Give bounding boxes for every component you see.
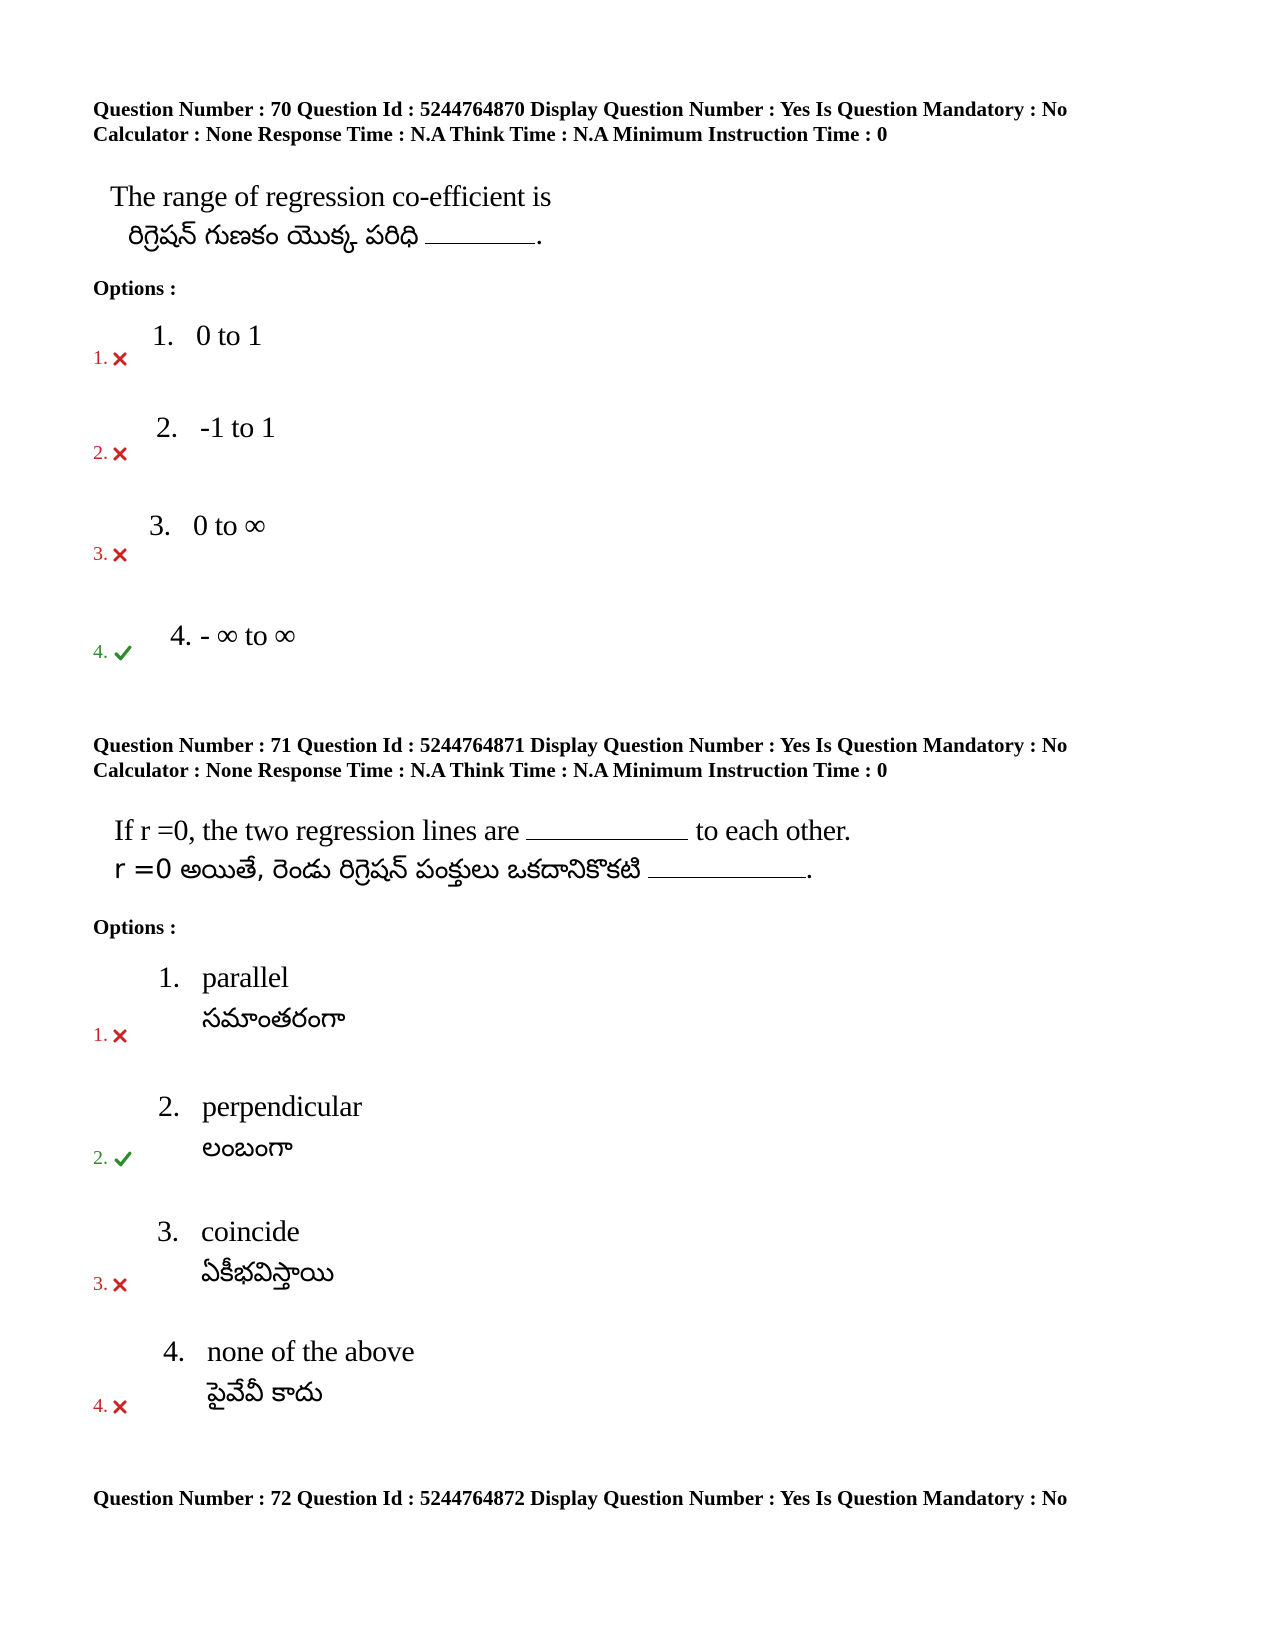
option-text-number: 1. bbox=[152, 319, 174, 352]
check-icon bbox=[112, 644, 134, 662]
option-number: 2. bbox=[93, 1147, 108, 1169]
option-text-number: 1. bbox=[158, 961, 180, 994]
option-text-number: 3. bbox=[157, 1215, 179, 1248]
option-text-number: 4. bbox=[163, 1335, 185, 1368]
question-meta-line2: Calculator : None Response Time : N.A Think Time : N.A Minimum Instruction Time : 0 bbox=[93, 758, 888, 782]
question-text-telugu-line bbox=[110, 216, 551, 255]
options-label: Options : bbox=[93, 915, 177, 939]
question-meta bbox=[93, 97, 1193, 147]
question-text-english-line bbox=[114, 812, 851, 850]
option-text: none of the above bbox=[207, 1335, 415, 1368]
option-2 bbox=[156, 408, 276, 448]
check-icon bbox=[112, 1150, 134, 1168]
option-text-telugu: ఏకీభవిస్తాయి bbox=[201, 1257, 334, 1288]
question-text-telugu: r =0 అయితే, రెండు రిగ్రెషన్ పంక్తులు ఒకదానికొకటి bbox=[114, 854, 641, 885]
option-1 bbox=[158, 958, 345, 1039]
question-text-english-end: to each other. bbox=[695, 814, 851, 847]
option-text-number: 4. bbox=[170, 619, 192, 652]
option-1-marker bbox=[93, 347, 128, 370]
option-3-marker bbox=[93, 543, 128, 566]
question-text-english: If r =0, the two regression lines are bbox=[114, 814, 520, 847]
option-number: 3. bbox=[93, 543, 108, 565]
cross-icon bbox=[112, 1028, 128, 1044]
option-number: 1. bbox=[93, 347, 108, 369]
cross-icon bbox=[112, 1277, 128, 1293]
fill-in-blank bbox=[526, 813, 688, 840]
question-text bbox=[114, 812, 851, 889]
question-text bbox=[110, 178, 551, 255]
fill-in-blank bbox=[425, 217, 535, 244]
option-text-number: 2. bbox=[158, 1090, 180, 1123]
option-1 bbox=[152, 316, 262, 356]
option-text: - ∞ to ∞ bbox=[200, 619, 296, 652]
cross-icon bbox=[112, 547, 128, 563]
option-4-marker bbox=[93, 1395, 128, 1418]
question-text-english: The range of regression co-efficient is bbox=[110, 180, 552, 213]
option-2-marker bbox=[93, 1147, 134, 1170]
option-text: parallel bbox=[202, 961, 289, 994]
option-3 bbox=[157, 1212, 334, 1293]
option-4 bbox=[163, 1332, 414, 1413]
question-meta bbox=[93, 1486, 1193, 1511]
question-meta-line1: Question Number : 71 Question Id : 5244764871 Display Question Number : Yes Is Question Mandatory : No bbox=[93, 733, 1068, 757]
fill-in-blank bbox=[648, 851, 806, 878]
option-number: 1. bbox=[93, 1024, 108, 1046]
option-4 bbox=[170, 616, 295, 656]
period: . bbox=[535, 218, 543, 251]
option-1-marker bbox=[93, 1024, 128, 1047]
option-2 bbox=[158, 1087, 362, 1168]
option-3 bbox=[149, 506, 265, 546]
option-text-telugu: లంబంగా bbox=[202, 1132, 293, 1163]
option-text: 0 to ∞ bbox=[193, 509, 266, 542]
option-text-number: 3. bbox=[149, 509, 171, 542]
options-label: Options : bbox=[93, 276, 177, 300]
option-text-number: 2. bbox=[156, 411, 178, 444]
period: . bbox=[805, 852, 813, 885]
question-meta-line2: Calculator : None Response Time : N.A Think Time : N.A Minimum Instruction Time : 0 bbox=[93, 122, 888, 146]
option-text: -1 to 1 bbox=[200, 411, 276, 444]
question-meta-line1: Question Number : 70 Question Id : 5244764870 Display Question Number : Yes Is Question Mandatory : No bbox=[93, 97, 1068, 121]
question-meta-line1: Question Number : 72 Question Id : 5244764872 Display Question Number : Yes Is Question Mandatory : No bbox=[93, 1486, 1068, 1510]
option-text: 0 to 1 bbox=[196, 319, 262, 352]
option-number: 3. bbox=[93, 1273, 108, 1295]
option-number: 4. bbox=[93, 1395, 108, 1417]
option-2-marker bbox=[93, 442, 128, 465]
cross-icon bbox=[112, 351, 128, 367]
option-3-marker bbox=[93, 1273, 128, 1296]
option-text: coincide bbox=[201, 1215, 300, 1248]
option-text: perpendicular bbox=[202, 1090, 362, 1123]
cross-icon bbox=[112, 1399, 128, 1415]
cross-icon bbox=[112, 446, 128, 462]
option-number: 4. bbox=[93, 641, 108, 663]
option-4-marker bbox=[93, 641, 134, 664]
option-text-telugu: పైవేవీ కాదు bbox=[207, 1377, 323, 1408]
question-text-telugu: రిగ్రెషన్ గుణకం యొక్క పరిధి bbox=[128, 220, 419, 251]
question-meta bbox=[93, 733, 1193, 783]
option-number: 2. bbox=[93, 442, 108, 464]
question-text-telugu-line bbox=[114, 850, 851, 889]
option-text-telugu: సమాంతరంగా bbox=[202, 1003, 346, 1034]
